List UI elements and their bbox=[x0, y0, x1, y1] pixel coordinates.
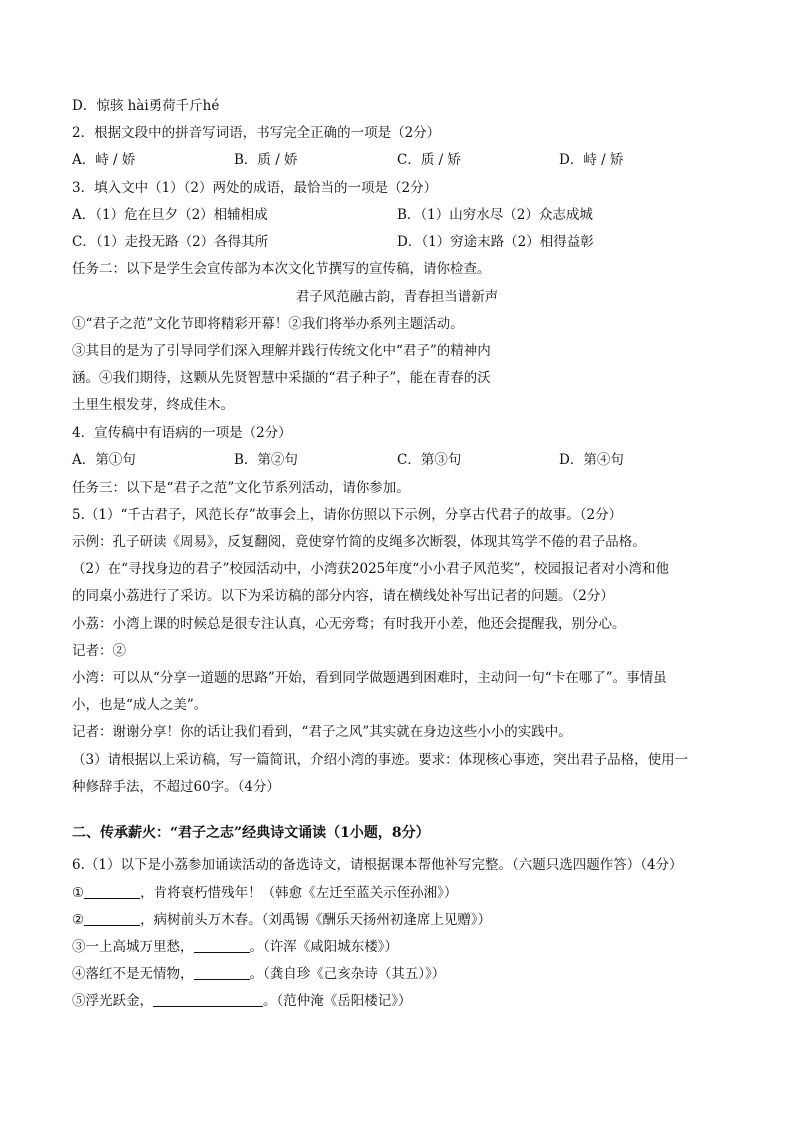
poem-item bbox=[72, 991, 412, 1011]
q4-option-c: C．第③句 bbox=[397, 452, 462, 468]
q4-stem: 4．宣传稿中有语病的一项是（2分） bbox=[72, 425, 292, 441]
article-title: 君子风范融古韵，青春担当谱新声 bbox=[295, 289, 499, 305]
poem-item-prefix: ⑤浮光跃金， bbox=[72, 993, 153, 1009]
q2-option-b: B．质 / 娇 bbox=[234, 152, 298, 168]
q3-option-b: B．（1）山穷水尽（2）众志成城 bbox=[397, 207, 593, 223]
q3-option-a: A．（1）危在旦夕（2）相辅相成 bbox=[72, 207, 268, 223]
q5-line: 5.（1）“千古君子，风范长存”故事会上，请你仿照以下示例，分享古代君子的故事。（2分） bbox=[72, 507, 623, 523]
task2-intro: 任务二：以下是学生会宣传部为本次文化节撰写的宣传稿，请你检查。 bbox=[72, 261, 491, 277]
q5-line: （2）在“寻找身边的君子”校园活动中，小湾获2025年度“小小君子风范奖”，校园报记者对小湾和他 bbox=[72, 561, 670, 577]
section-heading: 二、传承薪火：“君子之志”经典诗文诵读（1小题，8分） bbox=[72, 825, 430, 841]
q3-stem: 3．填入文中（1）（2）两处的成语，最恰当的一项是（2分） bbox=[72, 180, 438, 196]
poem-item bbox=[72, 910, 491, 930]
q4-option-a: A．第①句 bbox=[72, 452, 136, 468]
poem-item-prefix: ③一上高城万里愁， bbox=[72, 939, 194, 955]
q5-line: 小湾：可以从“分享一道题的思路”开始，看到同学做题遇到困难时，主动问一句“卡在哪了”。事情虽 bbox=[72, 670, 667, 686]
poem-item bbox=[72, 883, 457, 903]
q2-option-c: C．质 / 矫 bbox=[397, 152, 461, 168]
q4-option-b: B．第②句 bbox=[234, 452, 298, 468]
task3-intro: 任务三：以下是“君子之范”文化节系列活动，请你参加。 bbox=[72, 480, 410, 496]
article-line: 涵。④我们期待，这颗从先贤智慧中采撷的“君子种子”，能在青春的沃 bbox=[72, 370, 491, 386]
poem-item-suffix: ，肯将衰朽惜残年！（韩愈《左迁至蓝关示侄孙湘》） bbox=[140, 885, 458, 901]
q5-line: 示例：孔子研读《周易》，反复翻阅，竟使穿竹简的皮绳多次断裂，体现其笃学不倦的君子品格。 bbox=[72, 534, 646, 550]
poem-item-suffix: ，病树前头万木春。（刘禹锡《酬乐天扬州初逢席上见赠》） bbox=[140, 912, 492, 928]
answer-blank[interactable] bbox=[194, 965, 250, 980]
q5-line: 小荔：小湾上课的时候总是很专注认真，心无旁骛；有时我开小差，他还会提醒我，别分心。 bbox=[72, 616, 626, 632]
poem-item-prefix: ① bbox=[72, 885, 85, 901]
q6-stem: 6.（1）以下是小荔参加诵读活动的备选诗文，请根据课本帮他补写完整。（六题只选四题作答）（4分） bbox=[72, 857, 683, 873]
poem-item-suffix: 。（龚自珍《己亥杂诗（其五）》） bbox=[249, 966, 446, 982]
q1-option-d: D．惊骇 hài勇荷千斤hé bbox=[72, 98, 220, 114]
answer-blank[interactable] bbox=[153, 992, 263, 1007]
q3-option-d: D．（1）穷途末路（2）相得益彰 bbox=[397, 234, 594, 250]
poem-item-prefix: ④落红不是无情物， bbox=[72, 966, 194, 982]
q5-line: 的同桌小荔进行了采访。以下为采访稿的部分内容，请在横线处补写出记者的问题。（2分） bbox=[72, 588, 614, 604]
answer-blank[interactable] bbox=[194, 938, 250, 953]
q5-line: （3）请根据以上采访稿，写一篇简讯，介绍小湾的事迹。要求：体现核心事迹，突出君子品格，使用一 bbox=[72, 752, 689, 768]
article-line: ③其目的是为了引导同学们深入理解并践行传统文化中“君子”的精神内 bbox=[72, 343, 491, 359]
poem-item bbox=[72, 937, 398, 957]
poem-item-suffix: 。（范仲淹《岳阳楼记》） bbox=[263, 993, 412, 1009]
article-line: 土里生根发芽，终成佳木。 bbox=[72, 397, 234, 413]
q2-option-d: D．峙 / 矫 bbox=[559, 152, 624, 168]
q5-line: 种修辞手法，不超过60字。（4分） bbox=[72, 779, 281, 795]
q5-line: 记者：② bbox=[72, 643, 126, 659]
poem-item-prefix: ② bbox=[72, 912, 85, 928]
q5-line: 小，也是“成人之美”。 bbox=[72, 697, 208, 713]
q2-option-a: A．峙 / 娇 bbox=[72, 152, 136, 168]
answer-blank[interactable] bbox=[84, 884, 140, 899]
q3-option-c: C．（1）走投无路（2）各得其所 bbox=[72, 234, 269, 250]
q5-line: 记者：谢谢分享！你的话让我们看到，“君子之风”其实就在身边这些小小的实践中。 bbox=[72, 724, 572, 740]
article-line: ①“君子之范”文化节即将精彩开幕！②我们将举办系列主题活动。 bbox=[72, 316, 464, 332]
poem-item bbox=[72, 964, 445, 984]
answer-blank[interactable] bbox=[84, 911, 140, 926]
q4-option-d: D．第④句 bbox=[559, 452, 624, 468]
poem-item-suffix: 。（许浑《咸阳城东楼》） bbox=[249, 939, 398, 955]
q2-stem: 2．根据文段中的拼音写词语，书写完全正确的一项是（2分） bbox=[72, 125, 441, 141]
